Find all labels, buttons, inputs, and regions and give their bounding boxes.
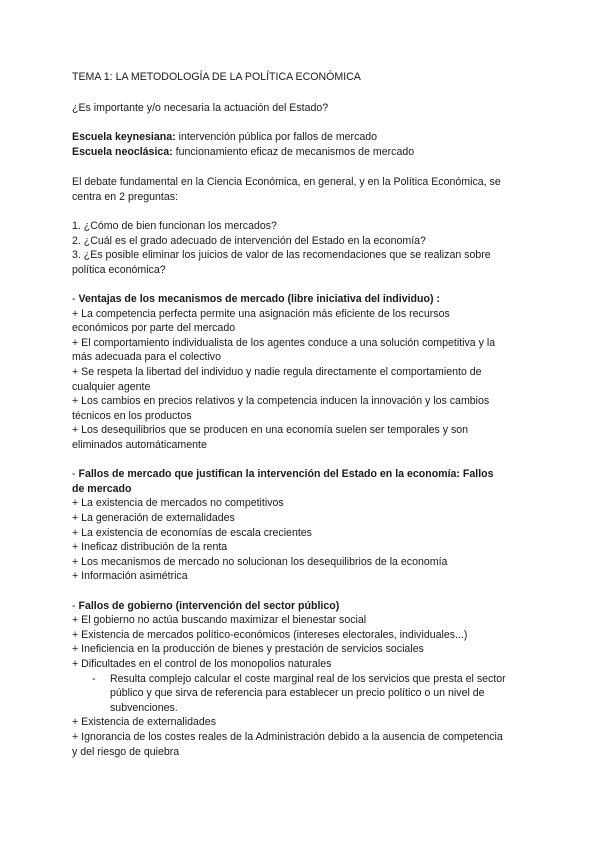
fallos-gobierno-line: + Dificultades en el control de los monopolios naturales	[72, 658, 332, 670]
fallos-mercado-heading-cont	[72, 482, 131, 497]
ventajas-line: + Se respeta la libertad del individuo y nadie regula directamente el comportamiento de	[72, 366, 482, 378]
ventajas-line: + Los cambios en precios relativos y la competencia inducen la innovación y los cambios	[72, 395, 490, 407]
fallos-mercado-heading	[72, 467, 494, 482]
fallos-gobierno-line: + Existencia de externalidades	[72, 716, 216, 728]
debate-line: centra en 2 preguntas:	[72, 191, 179, 203]
fallos-mercado-line: + Ineficaz distribución de la renta	[72, 541, 228, 553]
ventajas-line: cualquier agente	[72, 381, 151, 393]
fallos-gobierno-line: + Ineficiencia en la producción de bienes y prestación de servicios sociales	[72, 643, 424, 655]
question-item: 3. ¿Es posible eliminar los juicios de valor de las recomendaciones que se realizan sobre	[72, 249, 491, 261]
ventajas-line: + La competencia perfecta permite una asignación más eficiente de los recursos	[72, 308, 450, 320]
heading-text: de mercado	[72, 483, 132, 495]
document-title: TEMA 1: LA METODOLOGÍA DE LA POLÍTICA ECONÓMICA	[72, 71, 361, 83]
ventajas-line: eliminados automáticamente	[72, 439, 207, 451]
fallos-gobierno-line: + El gobierno no actúa buscando maximizar el bienestar social	[72, 614, 367, 626]
fallos-mercado-line: + La existencia de mercados no competitivos	[72, 497, 284, 509]
fallos-mercado-line: + La generación de externalidades	[72, 512, 235, 524]
heading-text: Fallos de gobierno (intervención del sector público)	[78, 600, 340, 612]
fallos-gobierno-line: + Existencia de mercados político-económicos (intereses electorales, individuales...)	[72, 629, 468, 641]
heading-dash: -	[72, 468, 79, 480]
debate-line: El debate fundamental en la Ciencia Económica, en general, y en la Política Económica, se	[72, 176, 501, 188]
ventajas-line: técnicos en los productos	[72, 410, 192, 422]
sub-dash: -	[92, 673, 96, 685]
ventajas-line: + Los desequilibrios que se producen en una economía suelen ser temporales y son	[72, 424, 469, 436]
school-name: Escuela keynesiana:	[72, 131, 176, 143]
fallos-mercado-line: + Los mecanismos de mercado no solucionan los desequilibrios de la economía	[72, 556, 448, 568]
main-question: ¿Es importante y/o necesaria la actuación del Estado?	[72, 102, 329, 114]
heading-text: Ventajas de los mecanismos de mercado (libre iniciativa del individuo) :	[78, 293, 440, 305]
sub-line: público y que sirva de referencia para establecer un precio político o un nivel de	[110, 687, 485, 699]
school-desc: funcionamiento eficaz de mecanismos de mercado	[172, 146, 415, 158]
sub-line: subvenciones.	[110, 702, 178, 714]
heading-dash: -	[72, 600, 79, 612]
fallos-gobierno-line: y del riesgo de quiebra	[72, 746, 180, 758]
heading-text: Fallos de mercado que justifican la intervención del Estado en la economía: Fallos	[78, 468, 494, 480]
question-item: 1. ¿Cómo de bien funcionan los mercados?	[72, 220, 277, 232]
school-neoclassical	[72, 145, 414, 160]
fallos-mercado-line: + Información asimétrica	[72, 570, 188, 582]
sub-line: Resulta complejo calcular el coste marginal real de los servicios que presta el sector	[110, 673, 506, 685]
fallos-gobierno-line: + Ignorancia de los costes reales de la Administración debido a la ausencia de competencia	[72, 731, 503, 743]
heading-dash: -	[72, 293, 79, 305]
question-item: 2. ¿Cuál es el grado adecuado de intervención del Estado en la economía?	[72, 235, 426, 247]
ventajas-heading	[72, 292, 440, 307]
school-desc: intervención pública por fallos de mercado	[175, 131, 378, 143]
school-name: Escuela neoclásica:	[72, 146, 173, 158]
ventajas-line: más adecuada para el colectivo	[72, 351, 221, 363]
question-item: política económica?	[72, 264, 166, 276]
ventajas-line: + El comportamiento individualista de los agentes conduce a una solución competitiva y la	[72, 337, 496, 349]
school-keynesian	[72, 130, 377, 145]
ventajas-line: económicos por parte del mercado	[72, 322, 236, 334]
fallos-mercado-line: + La existencia de economías de escala crecientes	[72, 527, 312, 539]
fallos-gobierno-heading	[72, 599, 339, 614]
